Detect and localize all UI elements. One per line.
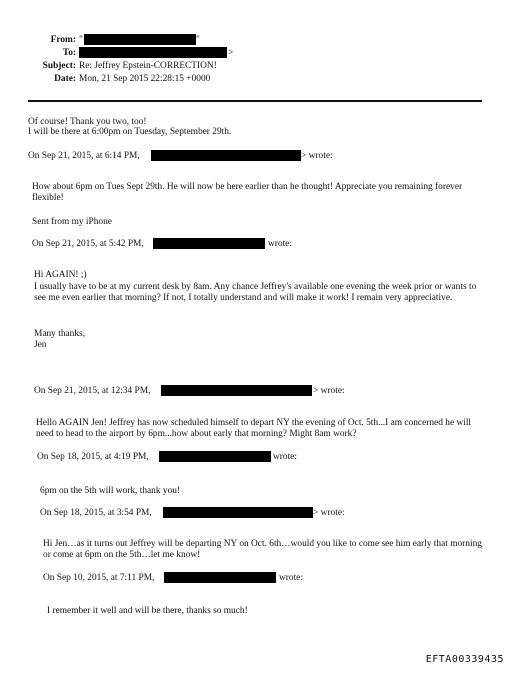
date-label: Date:: [54, 74, 76, 84]
bates-number: EFTA00339435: [425, 654, 504, 665]
from-prefix: ": [79, 35, 83, 45]
message-5-text: 6pm on the 5th will work, thank you!: [40, 486, 181, 496]
quote-6-suffix: wrote:: [279, 573, 303, 583]
quote-1-prefix: On Sep 21, 2015, at 6:14 PM,: [28, 151, 140, 161]
message-7-text: I remember it well and will be there, thanks so much!: [47, 606, 248, 616]
date-value: Mon, 21 Sep 2015 22:28:15 +0000: [79, 74, 211, 84]
message-3-thanks: Many thanks,: [34, 329, 86, 339]
message-2-text: How about 6pm on Tues Sept 29th. He will now be here earlier than he thought! Appreciate you remaining forever flexible!: [32, 182, 463, 203]
redaction-quote-4: [159, 451, 271, 462]
message-3-text: I usually have to be at my current desk by 8am. Any chance Jeffrey's available one evening the week prior or wants to see me even earlier that morning? If not, I totally understand and will make it work! I remain very appreciative.: [34, 282, 477, 303]
message-4-text: Hello AGAIN Jen! Jeffrey has now scheduled himself to depart NY the evening of Oct. 5th...I am concerned he will need to head to the airport by 6pm...how about early that morning? Might 8am work?: [36, 418, 472, 439]
quote-4-prefix: On Sep 18, 2015, at 4:19 PM,: [37, 452, 149, 462]
quote-2-prefix: On Sep 21, 2015, at 5:42 PM,: [32, 239, 144, 249]
redaction-from: [84, 34, 196, 45]
from-suffix: ": [196, 35, 200, 45]
from-label: From:: [50, 35, 76, 45]
quote-4-suffix: wrote:: [273, 452, 297, 462]
header-divider: [28, 100, 482, 102]
quote-1-suffix: > wrote:: [301, 151, 333, 161]
message-6-text: Hi Jen…as it turns out Jeffrey will be departing NY on Oct. 6th…would you like to come see him early that morning or come at 6pm on the 5th…let me know!: [43, 539, 482, 560]
redaction-quote-3: [161, 385, 312, 396]
message-1-line-1: Of course! Thank you two, too!: [28, 117, 147, 127]
quote-3-prefix: On Sep 21, 2015, at 12:34 PM,: [34, 386, 151, 396]
to-label: To:: [62, 48, 76, 58]
redaction-to: [79, 47, 227, 58]
redaction-quote-1: [151, 150, 301, 161]
quote-3-suffix: > wrote:: [313, 386, 345, 396]
message-3-greeting: Hi AGAIN! ;): [34, 270, 87, 280]
subject-value: Re: Jeffrey Epstein-CORRECTION!: [79, 61, 217, 71]
to-suffix: >: [228, 48, 234, 58]
subject-label: Subject:: [42, 61, 76, 71]
message-3-signature: Jen: [34, 340, 47, 350]
quote-6-prefix: On Sep 10, 2015, at 7:11 PM,: [43, 573, 155, 583]
redaction-quote-6: [164, 572, 276, 583]
redaction-quote-2: [153, 238, 265, 249]
quote-5-prefix: On Sep 18, 2015, at 3:54 PM,: [40, 508, 152, 518]
message-2-sent: Sent from my iPhone: [32, 217, 112, 227]
quote-5-suffix: > wrote:: [313, 508, 345, 518]
quote-2-suffix: wrote:: [268, 239, 292, 249]
redaction-quote-5: [163, 507, 313, 518]
message-1-line-2: I will be there at 6:00pm on Tuesday, September 29th.: [28, 127, 232, 137]
